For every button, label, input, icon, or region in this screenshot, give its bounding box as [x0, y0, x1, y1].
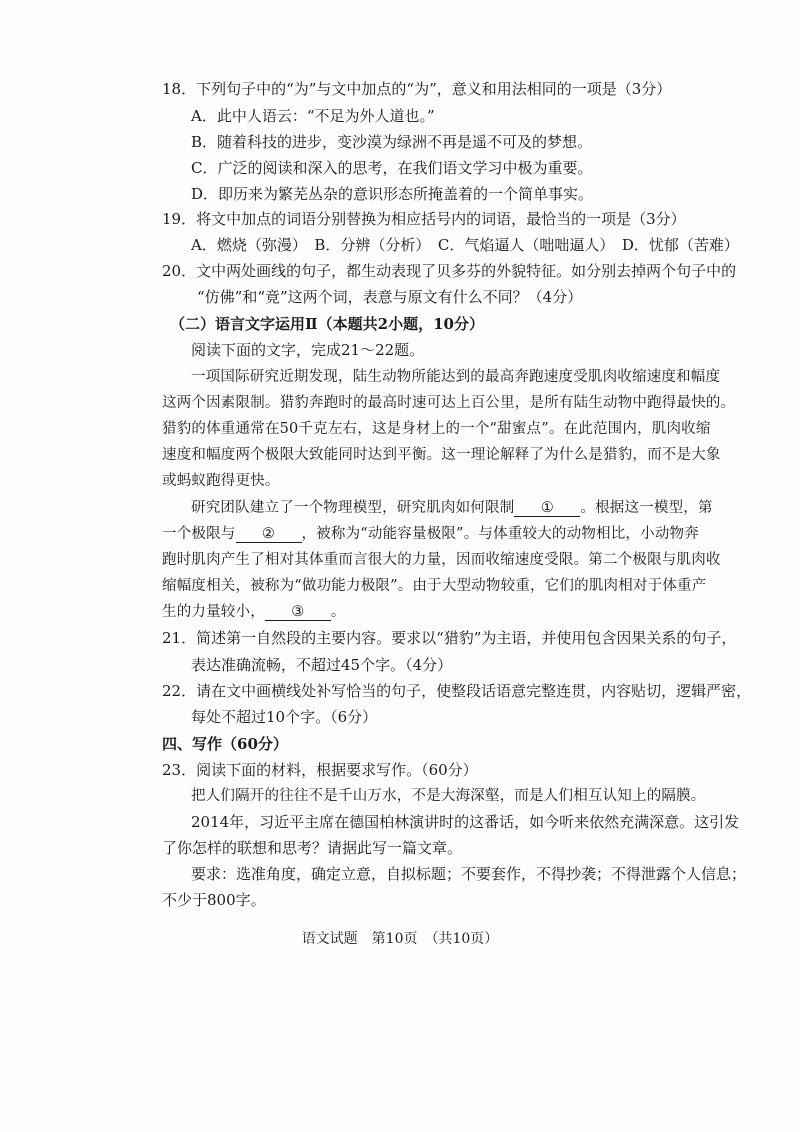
blank-3: ③ [265, 604, 331, 621]
passage-p2-line3: 跑时肌肉产生了相对其体重而言很大的力量，因而收缩速度受限。第二个极限与肌肉收 [162, 552, 721, 568]
passage-p2-line2 [162, 524, 699, 544]
passage-p1-line1: 一项国际研究近期发现，陆生动物所能达到的最高奔跑速度受肌肉收缩速度和幅度 [191, 369, 721, 385]
passage-p2-line4: 缩幅度相关，被称为“做功能力极限”。由于大型动物较重，它们的肌肉相对于体重产 [162, 578, 707, 594]
q23-requirements-line1: 要求：选准角度，确定立意，自拟标题；不要套作，不得抄袭；不得泄露个人信息； [191, 865, 747, 883]
q23-quote: 把人们隔开的往往不是千山万水，不是大海深壑，而是人们相互认知上的隔膜。 [191, 788, 706, 804]
section4-header: 四、写作（60分） [162, 735, 288, 753]
q18-stem: 18．下列句子中的“为”与文中加点的“为”，意义和用法相同的一项是（3分） [162, 80, 672, 98]
section2-instruction: 阅读下面的文字，完成21～22题。 [191, 341, 425, 359]
q23-context-line1: 2014年，习近平主席在德国柏林演讲时的这番话，如今听来依然充满深意。这引发 [191, 813, 740, 831]
q21-line1: 21．简述第一自然段的主要内容。要求以“猎豹”为主语，并使用包含因果关系的句子， [162, 629, 737, 647]
q19-options: A．燃烧（弥漫） B．分辨（分析） C．气焰逼人（咄咄逼人） D．忧郁（苦难） [191, 236, 739, 254]
page-footer: 语文试题 第10页 （共10页） [301, 931, 499, 947]
passage-p2-line2-text-b: ，被称为“动能容量极限”。与体重较大的动物相比，小动物奔 [301, 526, 699, 542]
q18-option-d: D．即历来为繁芜丛杂的意识形态所掩盖着的一个简单事实。 [191, 185, 594, 203]
passage-p2-line1 [191, 498, 713, 518]
q18-option-a: A．此中人语云：“不足为外人道也。” [191, 107, 435, 125]
q22-line1: 22．请在文中画横线处补写恰当的句子，使整段话语意完整连贯，内容贴切，逻辑严密， [162, 682, 752, 700]
q20-line2: “仿佛”和“竟”这两个词，表意与原文有什么不同？（4分） [197, 288, 583, 306]
section2-header: （二）语言文字运用Ⅱ（本题共2小题，10分） [170, 315, 484, 333]
passage-p2-line5-text-b: 。 [330, 604, 346, 620]
q23-context-line2: 了你怎样的联想和思考？请据此写一篇文章。 [162, 839, 463, 857]
q18-option-c: C．广泛的阅读和深入的思考，在我们语文学习中极为重要。 [191, 159, 593, 177]
blank-2: ② [236, 526, 302, 543]
passage-p1-line4: 速度和幅度两个极限大致能同时达到平衡。这一理论解释了为什么是猎豹，而不是大象 [162, 447, 721, 463]
q23-stem: 23．阅读下面的材料，根据要求写作。（60分） [162, 761, 478, 779]
q20-line1: 20．文中两处画线的句子，都生动表现了贝多芬的外貌特征。如分别去掉两个句子中的 [162, 262, 737, 280]
passage-p2-line2-text-a: 一个极限与 [162, 526, 236, 542]
q18-option-b: B．随着科技的进步，变沙漠为绿洲不再是遥不可及的梦想。 [191, 133, 593, 151]
passage-p2-line1-text-b: 。根据这一模型，第 [580, 500, 713, 516]
passage-p2-line1-text-a: 研究团队建立了一个物理模型，研究肌肉如何限制 [191, 500, 515, 516]
passage-p1-line2: 这两个因素限制。猎豹奔跑时的最高时速可达上百公里，是所有陆生动物中跑得最快的。 [162, 395, 736, 411]
q21-line2: 表达准确流畅，不超过45个字。（4分） [191, 656, 453, 674]
blank-1: ① [514, 500, 580, 517]
q19-stem: 19．将文中加点的词语分别替换为相应括号内的词语，最恰当的一项是（3分） [162, 210, 686, 228]
q23-requirements-line2: 不少于800字。 [162, 891, 266, 909]
passage-p1-line3: 猎豹的体重通常在50千克左右，这是身材上的一个“甜蜜点”。在此范围内，肌肉收缩 [162, 421, 711, 437]
passage-p1-line5: 或蚂蚁跑得更快。 [162, 473, 280, 489]
q22-line2: 每处不超过10个字。（6分） [191, 708, 378, 726]
passage-p2-line5 [162, 602, 346, 622]
passage-p2-line5-text-a: 生的力量较小， [162, 604, 265, 620]
